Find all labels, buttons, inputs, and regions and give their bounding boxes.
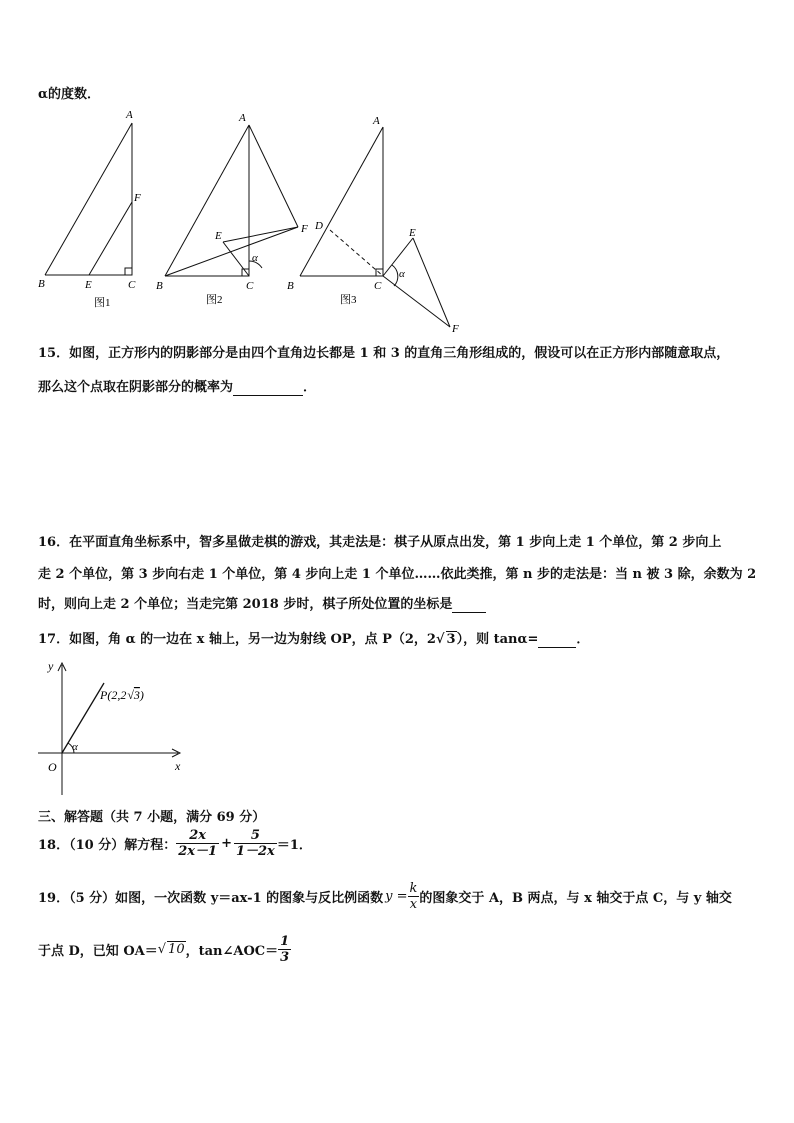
fraction-k: k bbox=[409, 880, 418, 896]
answer-blank bbox=[233, 380, 303, 396]
fig2-label-F: F bbox=[301, 223, 308, 235]
plus-sign: + bbox=[221, 835, 232, 851]
sqrt-3: 3 bbox=[446, 632, 456, 647]
radical-sign: √ bbox=[157, 941, 167, 957]
triangle-figures bbox=[30, 105, 470, 340]
fraction-x: x bbox=[409, 896, 418, 912]
question-18 bbox=[38, 826, 312, 860]
fraction-2 bbox=[234, 828, 277, 859]
fraction-1-3-num: 1 bbox=[280, 933, 290, 949]
question-18-end: ＝1． bbox=[276, 837, 312, 853]
fig3-label-D: D bbox=[315, 220, 323, 232]
fraction-1-num: 2x bbox=[176, 828, 219, 844]
question-17-end: ． bbox=[576, 632, 590, 647]
fig2-label-alpha: α bbox=[252, 252, 258, 264]
origin-label: O bbox=[48, 760, 57, 774]
fraction-one-third bbox=[278, 934, 291, 965]
fig1-label-A: A bbox=[126, 109, 133, 121]
fraction-1 bbox=[176, 828, 219, 859]
fig3-label-F: F bbox=[452, 323, 459, 335]
y-equals: y = bbox=[385, 888, 408, 904]
fig2-label-B: B bbox=[156, 280, 163, 292]
axis-label-x: x bbox=[175, 759, 181, 773]
answer-blank bbox=[452, 597, 486, 613]
fig1-label-E: E bbox=[85, 279, 92, 291]
figure-1 bbox=[45, 123, 132, 275]
fig2-label-E: E bbox=[215, 230, 222, 242]
question-19-line-2 bbox=[38, 930, 291, 968]
coordinate-figure bbox=[30, 655, 200, 800]
angle-label-alpha: α bbox=[72, 741, 78, 753]
question-16-text: 时，则向上走 2 个单位；当走完第 2018 步时，棋子所处位置的坐标是 bbox=[38, 597, 453, 612]
fig2-caption: 图2 bbox=[206, 294, 223, 306]
question-16-line-2: 走 2 个单位，第 3 步向右走 1 个单位，第 4 步向上走 1 个单位……依此类推，第 n 步的走法是：当 n 被 3 除，余数为 2 bbox=[38, 567, 757, 582]
fig1-label-B: B bbox=[38, 278, 45, 290]
question-16-line-3 bbox=[38, 593, 486, 613]
question-19-text-2: 的图象交于 A，B 两点，与 x 轴交于点 C，与 y 轴交 bbox=[419, 890, 732, 906]
fraction-2-den: 1－2x bbox=[235, 843, 275, 859]
question-14-tail: α的度数． bbox=[38, 87, 101, 102]
point-p-close: ) bbox=[139, 688, 144, 702]
fraction-k-x bbox=[408, 881, 420, 912]
figure-2 bbox=[165, 125, 298, 276]
section-title: 三、解答题（共 7 小题，满分 69 分） bbox=[38, 810, 266, 825]
fraction-2-num: 5 bbox=[234, 828, 277, 844]
question-18-text: 18．（10 分）解方程： bbox=[38, 837, 177, 853]
question-15-line-2 bbox=[38, 376, 316, 396]
fig2-label-A: A bbox=[239, 112, 246, 124]
fig3-label-C: C bbox=[374, 280, 382, 292]
axis-label-y: y bbox=[48, 659, 54, 673]
fig1-label-C: C bbox=[128, 279, 136, 291]
fig3-caption: 图3 bbox=[340, 294, 357, 306]
fig3-label-alpha: α bbox=[399, 268, 405, 280]
fig3-label-A: A bbox=[373, 115, 380, 127]
sqrt-10: 10 bbox=[168, 942, 185, 957]
fraction-1-den: 2x－1 bbox=[178, 843, 218, 859]
point-p-label bbox=[99, 688, 144, 702]
question-17 bbox=[38, 628, 589, 648]
fig3-label-E: E bbox=[409, 227, 416, 239]
question-17-text: 17．如图，角 α 的一边在 x 轴上，另一边为射线 OP，点 P（2，2 bbox=[38, 632, 436, 647]
question-19-text-3: 于点 D，已知 OA＝ bbox=[38, 943, 158, 959]
fig3-label-B: B bbox=[287, 280, 294, 292]
fig1-caption: 图1 bbox=[94, 297, 111, 309]
question-16-line-1: 16．在平面直角坐标系中，智多星做走棋的游戏，其走法是：棋子从原点出发，第 1 步向上走 1 个单位，第 2 步向上 bbox=[38, 535, 722, 550]
point-p-radical: √ bbox=[127, 688, 134, 702]
question-19-text: 19．（5 分）如图，一次函数 y＝ax-1 的图象与反比例函数 bbox=[38, 890, 384, 906]
question-17-text-2: ），则 tanα= bbox=[456, 632, 539, 647]
fraction-1-3-den: 3 bbox=[280, 949, 290, 965]
question-19-line-1 bbox=[38, 878, 732, 914]
answer-blank bbox=[538, 632, 576, 648]
point-p-radicand: 3 bbox=[133, 688, 140, 702]
question-19-text-4: ，tan∠AOC＝ bbox=[185, 943, 279, 959]
question-15-end: ． bbox=[303, 380, 317, 395]
point-p-coords: P(2,2 bbox=[100, 688, 127, 702]
fig2-label-C: C bbox=[246, 280, 254, 292]
question-15-line-1: 15．如图，正方形内的阴影部分是由四个直角边长都是 1 和 3 的直角三角形组成的，假设可以在正方形内部随意取点， bbox=[38, 346, 730, 361]
question-15-text: 那么这个点取在阴影部分的概率为 bbox=[38, 380, 234, 395]
fig1-label-F: F bbox=[134, 192, 141, 204]
radical-sign: √ bbox=[435, 632, 445, 647]
